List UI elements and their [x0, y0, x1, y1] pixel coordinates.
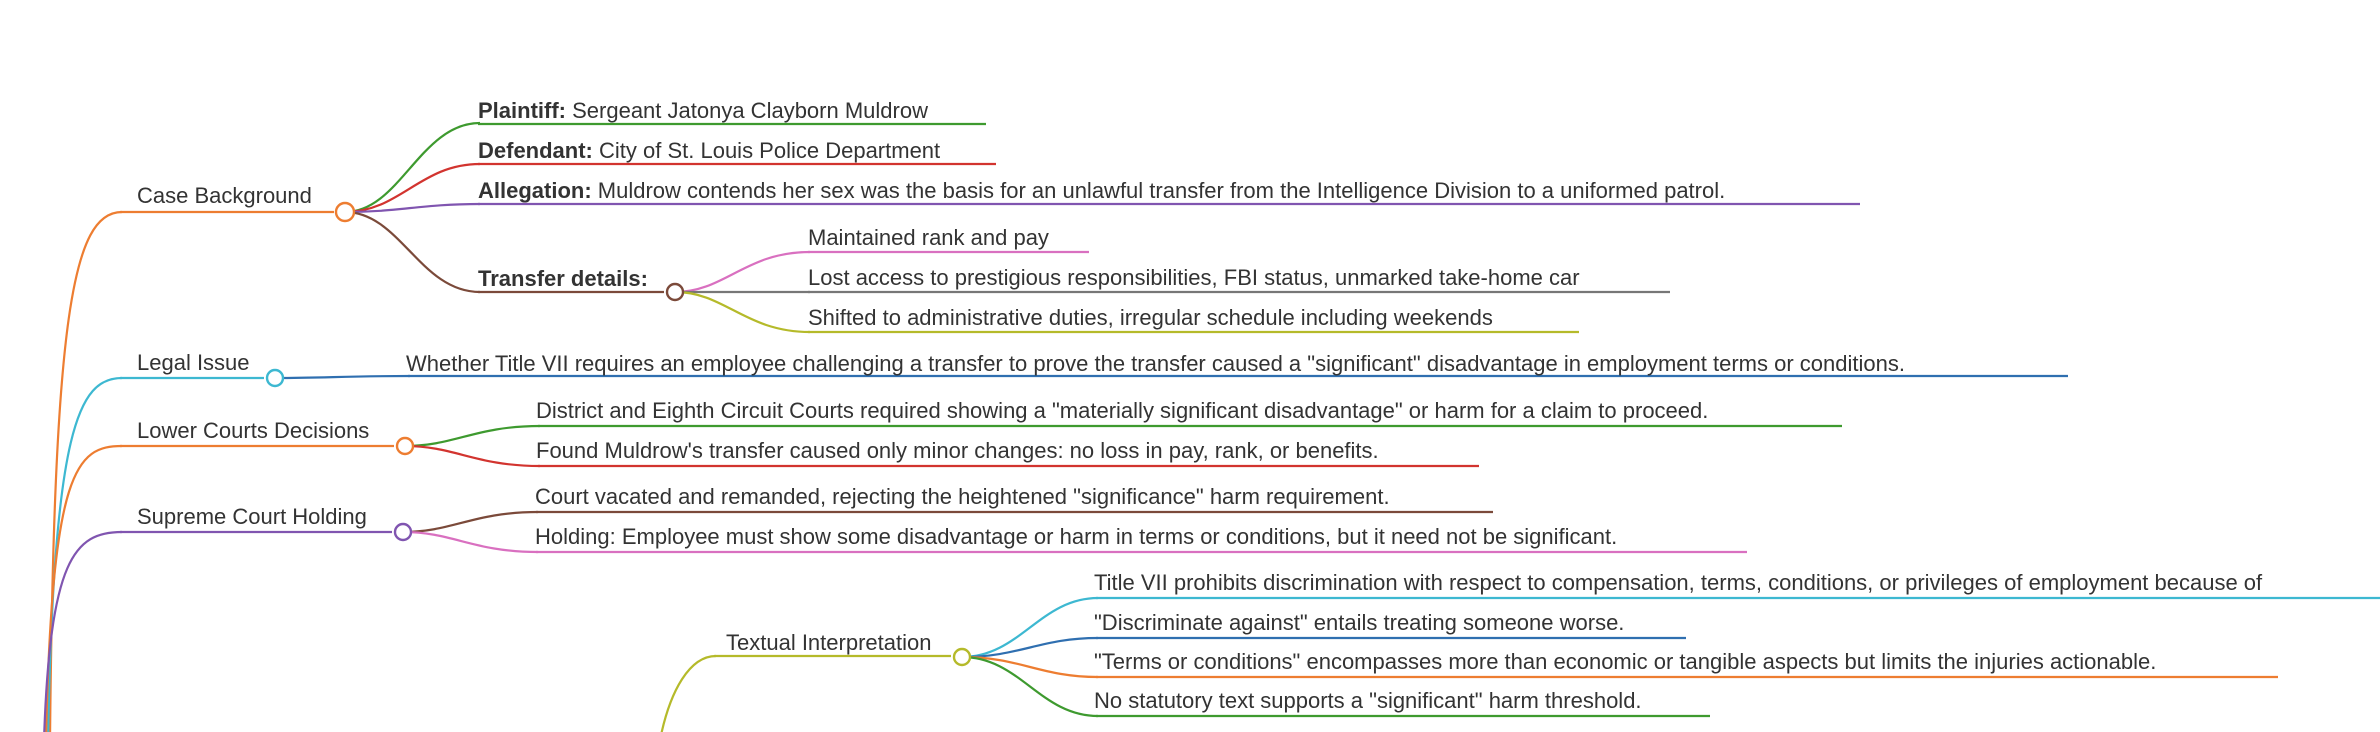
- legal-issue-collapse-toggle[interactable]: [267, 370, 283, 386]
- holding-1: Court vacated and remanded, rejecting the heightened "significance" harm requirement.: [535, 484, 1390, 509]
- child-link: [405, 426, 540, 446]
- link-textual-interpretation: [660, 656, 716, 732]
- branch-label: Textual Interpretation: [726, 630, 932, 655]
- lower-court-2: Found Muldrow's transfer caused only minor changes: no loss in pay, rank, or benefits.: [536, 438, 1379, 463]
- transfer-details-collapse-toggle[interactable]: [667, 284, 683, 300]
- allegation-text: Allegation: Muldrow contends her sex was the basis for an unlawful transfer from the Intelligence Division to a uniformed patrol.: [478, 178, 1726, 203]
- sub-link: [675, 252, 810, 292]
- textual-interpretation-collapse-toggle[interactable]: [954, 649, 970, 665]
- branch-label: Legal Issue: [137, 350, 250, 375]
- branch-lower-courts: [120, 398, 1842, 466]
- transfer-detail-1: Maintained rank and pay: [808, 225, 1049, 250]
- transfer-detail-2: Lost access to prestigious responsibilities, FBI status, unmarked take-home car: [808, 265, 1580, 290]
- holding-2: Holding: Employee must show some disadvantage or harm in terms or conditions, but it need not be significant.: [535, 524, 1618, 549]
- child-link: [345, 123, 480, 212]
- transfer-details-children: [675, 225, 1670, 332]
- branch-textual-interpretation: [714, 570, 2380, 716]
- branch-label: Lower Courts Decisions: [137, 418, 370, 443]
- branch-label: Case Background: [137, 183, 312, 208]
- branch-case-background: [120, 98, 1860, 332]
- branch-legal-issue: [120, 350, 2068, 386]
- textual-2: "Discriminate against" entails treating someone worse.: [1094, 610, 1625, 635]
- child-link: [403, 532, 538, 552]
- textual-1: Title VII prohibits discrimination with respect to compensation, terms, conditions, or privileges of employment because of: [1094, 570, 2263, 595]
- child-link: [962, 657, 1098, 716]
- transfer-details-text: Transfer details:: [478, 266, 648, 291]
- branch-label: Supreme Court Holding: [137, 504, 367, 529]
- case-background-collapse-toggle[interactable]: [336, 203, 354, 221]
- root-link-case-background: [50, 212, 122, 732]
- lower-courts-collapse-toggle[interactable]: [397, 438, 413, 454]
- branch-supreme-court: [120, 484, 1747, 552]
- textual-4: No statutory text supports a "significant" harm threshold.: [1094, 688, 1642, 713]
- lower-court-1: District and Eighth Circuit Courts required showing a "materially significant disadvantage" or harm for a claim to proceed.: [536, 398, 1709, 423]
- textual-3: "Terms or conditions" encompasses more than economic or tangible aspects but limits the injuries actionable.: [1094, 649, 2157, 674]
- defendant-text: Defendant: City of St. Louis Police Department: [478, 138, 941, 163]
- child-link: [345, 212, 480, 292]
- root-link-lower-courts: [46, 446, 122, 732]
- transfer-detail-3: Shifted to administrative duties, irregular schedule including weekends: [808, 305, 1493, 330]
- sub-link: [675, 292, 810, 332]
- child-link: [275, 376, 410, 378]
- child-link: [405, 446, 540, 466]
- legal-issue-text: Whether Title VII requires an employee challenging a transfer to prove the transfer caused a "significant" disadvantage in employment terms or conditions.: [406, 351, 1905, 376]
- plaintiff-text: Plaintiff: Sergeant Jatonya Clayborn Muldrow: [478, 98, 928, 123]
- child-link: [403, 512, 538, 532]
- supreme-court-collapse-toggle[interactable]: [395, 524, 411, 540]
